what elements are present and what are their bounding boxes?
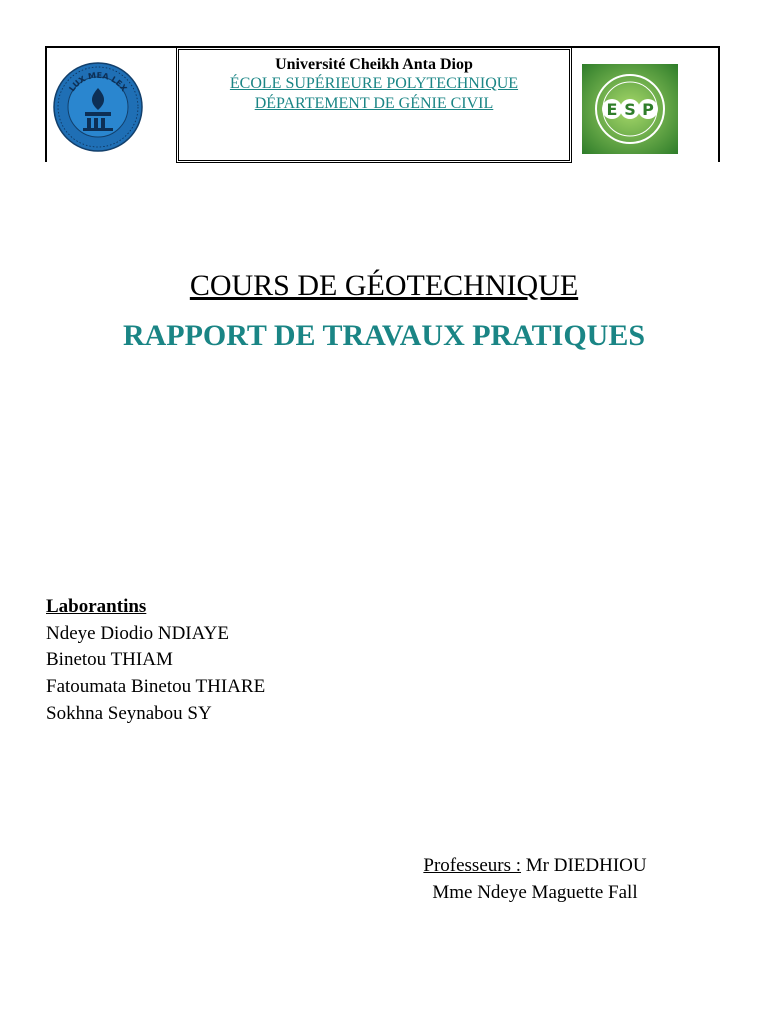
laborantin-name: Sokhna Seynabou SY [46, 702, 212, 724]
professor-name: Mr DIEDHIOU [525, 855, 647, 876]
laborantins-section [46, 594, 265, 728]
report-title: RAPPORT DE TRAVAUX PRATIQUES [122, 319, 646, 352]
course-title: COURS DE GÉOTECHNIQUE [189, 269, 579, 302]
professors-section [380, 852, 690, 906]
laborantin-name: Binetou THIAM [46, 649, 173, 671]
header-left-border [45, 46, 47, 162]
header-right-border [718, 46, 720, 162]
school-name: ÉCOLE SUPÉRIEURE POLYTECHNIQUE [229, 75, 519, 92]
esp-letter-p: P [642, 100, 654, 119]
laborantin-name: Ndeye Diodio NDIAYE [46, 622, 229, 644]
laborantin-name: Fatoumata Binetou THIARE [46, 676, 266, 698]
university-name: Université Cheikh Anta Diop [275, 56, 473, 73]
esp-letter-e: E [606, 100, 618, 119]
department-name: DÉPARTEMENT DE GÉNIE CIVIL [254, 95, 494, 112]
ucad-seal-icon [53, 62, 143, 152]
laborantins-heading: Laborantins [46, 596, 147, 617]
professors-label: Professeurs : [423, 855, 522, 876]
esp-letter-s: S [624, 100, 636, 119]
institution-header [176, 47, 572, 163]
esp-logo-icon [582, 64, 678, 154]
seal-motto: LUX MEA LEX [67, 70, 129, 94]
professors-line-1 [380, 852, 690, 879]
professor-name: Mme Ndeye Maguette Fall [432, 882, 638, 903]
